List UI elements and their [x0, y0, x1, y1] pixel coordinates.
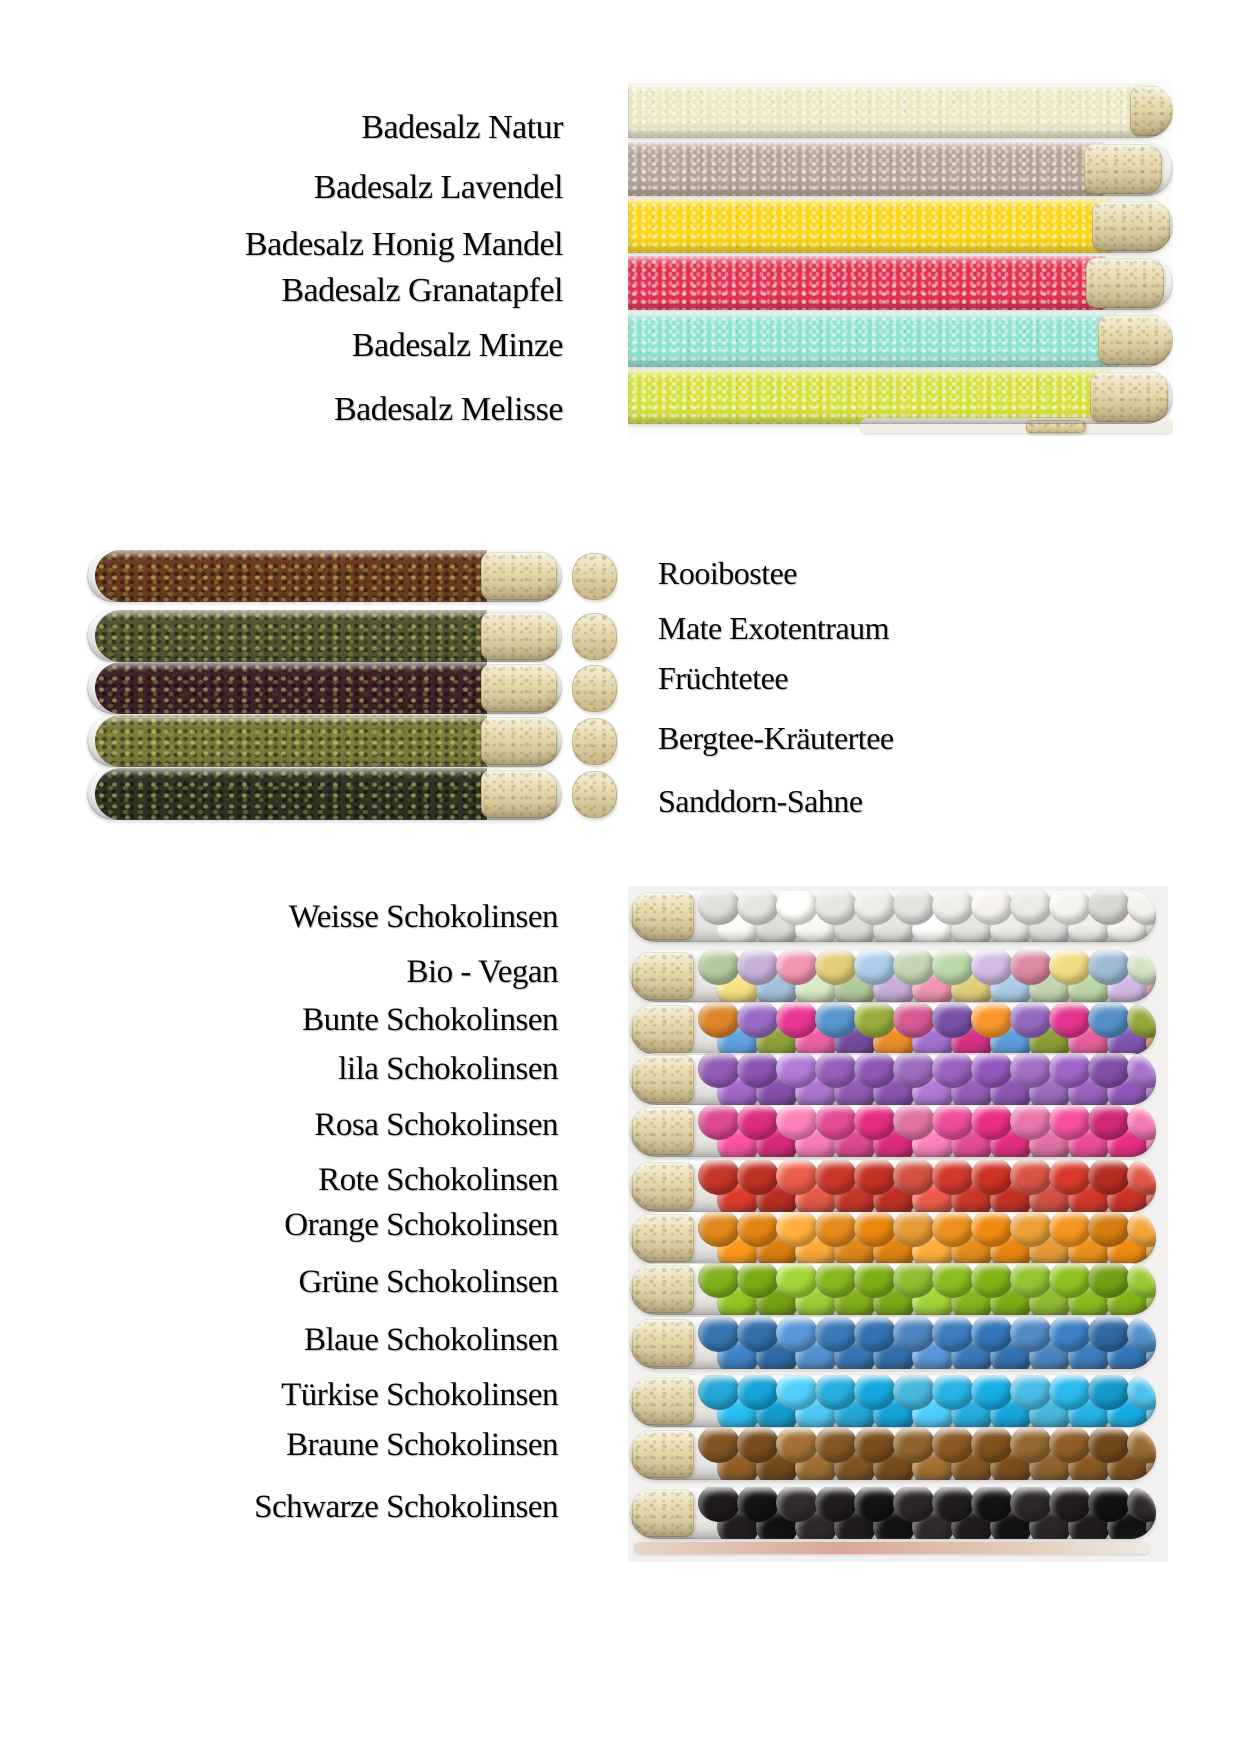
- salt-fill: [628, 256, 1106, 310]
- badesalz-label-1: Badesalz Lavendel: [313, 169, 563, 206]
- tea-fill: [95, 550, 487, 602]
- schokolinsen-label-9: Türkise Schokolinsen: [281, 1377, 558, 1413]
- tee-photo: [85, 545, 618, 833]
- schokolinsen-tube-5: [630, 1160, 1156, 1212]
- cork: [481, 664, 557, 712]
- schokolinsen-tube-0: [630, 890, 1156, 942]
- schokolinsen-photo: [628, 886, 1168, 1562]
- badesalz-label-0: Badesalz Natur: [361, 109, 563, 146]
- cork: [481, 612, 557, 660]
- schokolinsen-label-7: Grüne Schokolinsen: [298, 1264, 558, 1300]
- tea-fill: [95, 768, 487, 820]
- badesalz-label-5: Badesalz Melisse: [334, 391, 563, 428]
- schokolinsen-label-1: Bio - Vegan: [406, 954, 558, 990]
- salt-fill: [628, 199, 1112, 253]
- cork: [632, 892, 694, 940]
- schokolinsen-label-0: Weisse Schokolinsen: [288, 899, 558, 935]
- cork: [632, 1107, 694, 1155]
- cork: [481, 770, 557, 818]
- schokolinsen-label-5: Rote Schokolinsen: [318, 1162, 558, 1198]
- schokolinsen-tube-11: [630, 1487, 1156, 1539]
- cork: [632, 1377, 694, 1425]
- badesalz-label-3: Badesalz Granatapfel: [281, 272, 563, 309]
- cork-end: [572, 553, 617, 600]
- partial-tube: [634, 1542, 1150, 1554]
- schokolinsen-label-11: Schwarze Schokolinsen: [254, 1489, 558, 1525]
- schokolinsen-tube-8: [630, 1317, 1156, 1369]
- cork: [632, 1214, 694, 1262]
- cork-end: [572, 665, 617, 712]
- salt-fill: [628, 142, 1104, 196]
- schokolinsen-label-8: Blaue Schokolinsen: [303, 1322, 558, 1358]
- cork: [632, 1430, 694, 1478]
- schokolinsen-label-2: Bunte Schokolinsen: [302, 1002, 558, 1038]
- tee-label-0: Rooibostee: [658, 555, 797, 591]
- badesalz-photo: [628, 80, 1173, 436]
- cork: [1026, 420, 1086, 433]
- tee-label-4: Sanddorn-Sahne: [658, 783, 863, 819]
- cork: [481, 552, 557, 600]
- cork: [1084, 144, 1162, 194]
- schokolinsen-label-4: Rosa Schokolinsen: [314, 1107, 558, 1143]
- tee-label-3: Bergtee-Kräutertee: [658, 720, 894, 756]
- tee-label-2: Früchtetee: [658, 660, 789, 696]
- badesalz-tube-1: [628, 142, 1173, 196]
- schokolinsen-tube-7: [630, 1263, 1156, 1315]
- tee-label-1: Mate Exotentraum: [658, 610, 890, 646]
- badesalz-tube-2: [628, 199, 1173, 253]
- schokolinsen-tube-9: [630, 1375, 1156, 1427]
- cork-end: [572, 771, 617, 818]
- cork: [632, 1005, 694, 1053]
- badesalz-label-2: Badesalz Honig Mandel: [244, 226, 563, 263]
- badesalz-tube-5: [628, 370, 1173, 424]
- schokolinsen-tube-1: [630, 950, 1156, 1002]
- tee-tube-0: [87, 550, 562, 602]
- schokolinsen-tube-10: [630, 1428, 1156, 1480]
- tea-fill: [95, 662, 487, 714]
- tee-tube-2: [87, 662, 562, 714]
- cork: [632, 1055, 694, 1103]
- cork: [632, 1319, 694, 1367]
- tee-tube-3: [87, 715, 562, 767]
- cork-end: [572, 718, 617, 765]
- cork: [1130, 86, 1173, 136]
- cork: [632, 1162, 694, 1210]
- tea-fill: [95, 715, 487, 767]
- schokolinsen-tube-3: [630, 1053, 1156, 1105]
- cork: [1090, 372, 1168, 422]
- salt-fill: [628, 84, 1150, 138]
- badesalz-tube-0: [628, 84, 1173, 138]
- salt-fill: [628, 370, 1110, 424]
- cork: [632, 1489, 694, 1537]
- cork: [1092, 201, 1170, 251]
- schokolinsen-label-10: Braune Schokolinsen: [286, 1427, 558, 1463]
- tea-fill: [95, 610, 487, 662]
- cork: [481, 717, 557, 765]
- schokolinsen-tube-6: [630, 1212, 1156, 1264]
- badesalz-tube-4: [628, 313, 1173, 367]
- cork-end: [572, 613, 617, 660]
- cork: [632, 952, 694, 1000]
- schokolinsen-label-6: Orange Schokolinsen: [284, 1207, 558, 1243]
- salt-fill: [628, 313, 1118, 367]
- schokolinsen-label-3: lila Schokolinsen: [338, 1051, 558, 1087]
- badesalz-tube-3: [628, 256, 1173, 310]
- cork: [1098, 315, 1173, 365]
- badesalz-label-4: Badesalz Minze: [351, 327, 563, 364]
- tee-tube-1: [87, 610, 562, 662]
- schokolinsen-tube-2: [630, 1003, 1156, 1055]
- tee-tube-4: [87, 768, 562, 820]
- cork: [1086, 258, 1164, 308]
- cork: [632, 1265, 694, 1313]
- schokolinsen-tube-4: [630, 1105, 1156, 1157]
